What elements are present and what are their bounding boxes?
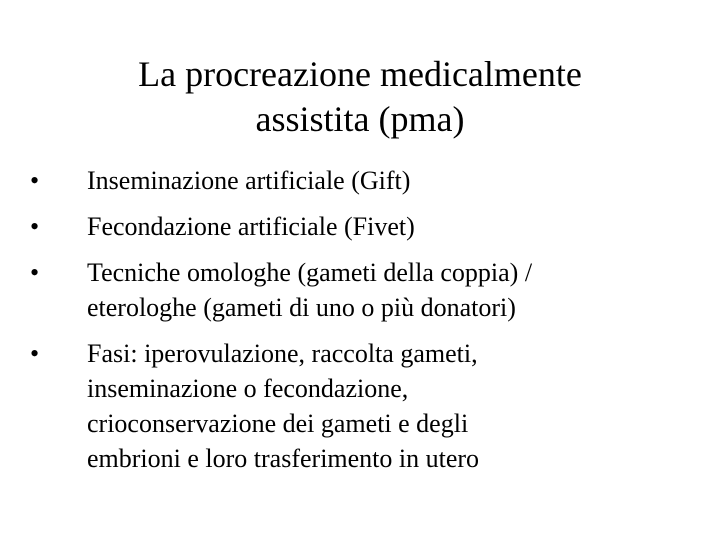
bullet-text: Tecniche omologhe (gameti della coppia) / (87, 258, 533, 287)
bullet-icon: • (30, 339, 40, 368)
bullet-text: Fasi: iperovulazione, raccolta gameti, (87, 339, 478, 368)
bullet-icon: • (30, 258, 40, 287)
title-line-1: La procreazione medicalmente (138, 54, 582, 94)
bullet-text: crioconservazione dei gameti e degli (87, 409, 469, 438)
bullet-icon: • (30, 166, 40, 195)
bullet-text: eterologhe (gameti di uno o più donatori) (87, 293, 516, 322)
bullet-item-gift (30, 163, 710, 198)
bullet-item-tecniche (30, 255, 710, 325)
slide-title (0, 52, 720, 142)
bullet-item-fivet (30, 209, 710, 244)
bullet-text: embrioni e loro trasferimento in utero (87, 444, 480, 473)
bullet-list (30, 163, 710, 487)
bullet-text: Fecondazione artificiale (Fivet) (87, 212, 415, 241)
bullet-icon: • (30, 212, 40, 241)
bullet-text: Inseminazione artificiale (Gift) (87, 166, 411, 195)
title-line-2: assistita (pma) (255, 99, 465, 139)
bullet-item-fasi (30, 336, 710, 476)
bullet-text: inseminazione o fecondazione, (87, 374, 409, 403)
